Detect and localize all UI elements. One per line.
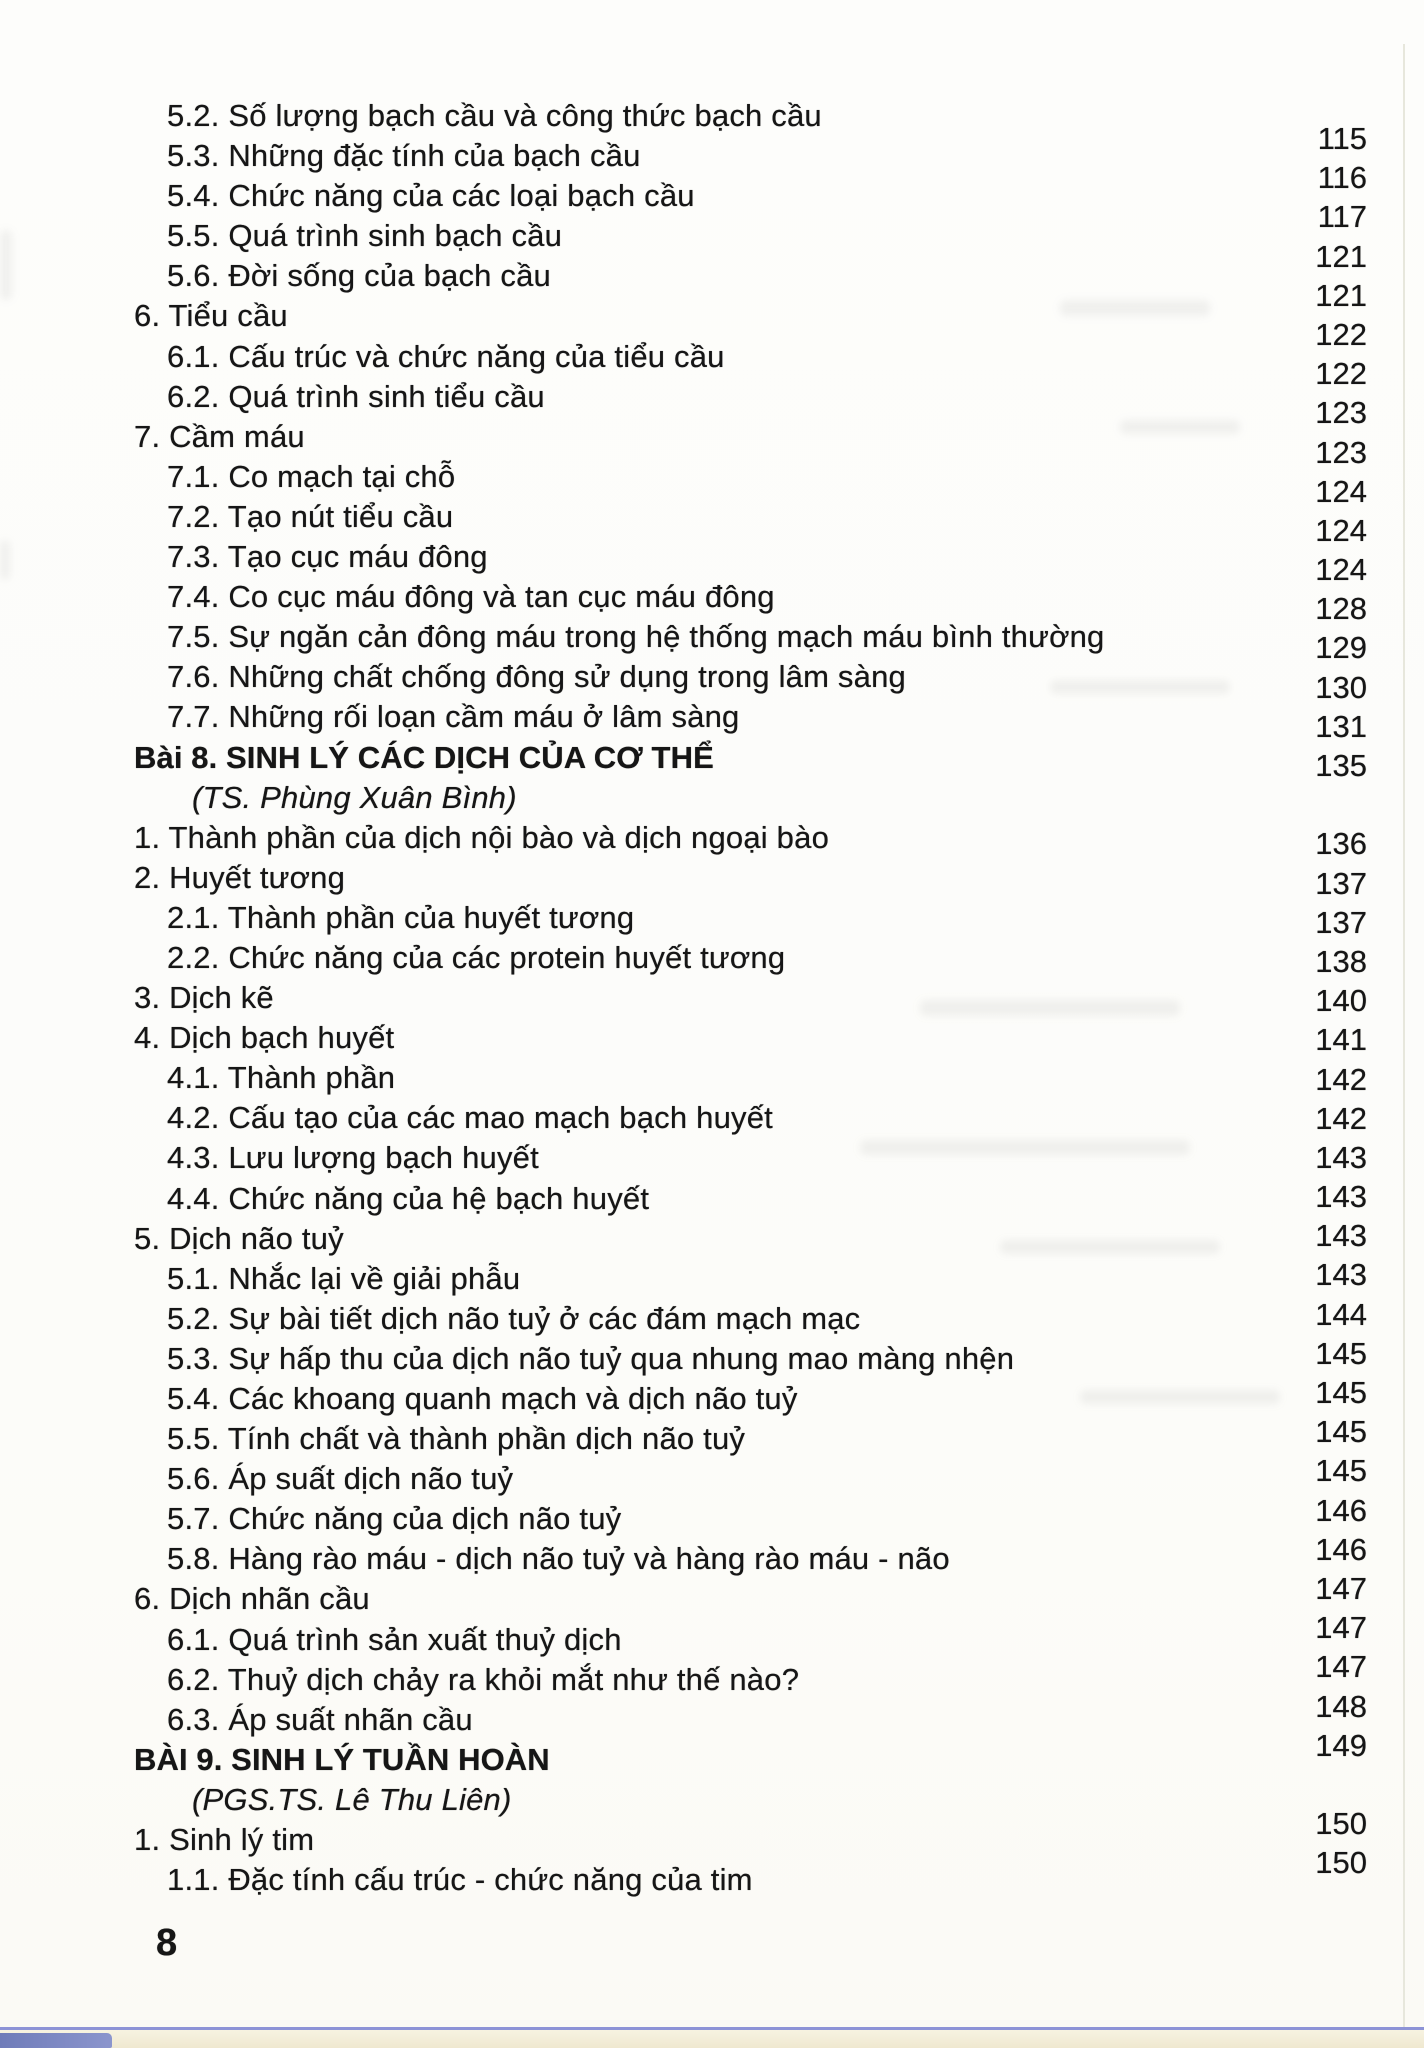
toc-entry-title: 7.2. Tạo nút tiểu cầu — [167, 498, 454, 534]
page-right-edge-line — [1403, 44, 1405, 2029]
toc-entry-title: 4.2. Cấu tạo của các mao mạch bạch huyết — [167, 1100, 773, 1136]
toc-entry-title: 3. Dịch kẽ — [134, 980, 274, 1016]
toc-entry-title: 2.1. Thành phần của huyết tương — [167, 899, 635, 935]
toc-entry-page-number-empty — [1285, 1765, 1367, 1804]
toc-entry-title: 6. Dịch nhãn cầu — [134, 1581, 370, 1617]
toc-entry-page-number: 145 — [1315, 1453, 1367, 1489]
toc-entry-page-number: 138 — [1315, 943, 1367, 979]
toc-entry-page-number: 128 — [1315, 591, 1367, 627]
toc-entry-page-number: 124 — [1315, 473, 1367, 509]
toc-entry-title: 5.5. Tính chất và thành phần dịch não tuỷ — [167, 1421, 746, 1457]
toc-entry-page-number: 145 — [1315, 1414, 1367, 1450]
toc-entry-title: 6. Tiểu cầu — [134, 298, 288, 334]
bleed-through-smudge — [0, 540, 10, 580]
toc-entry-page-number: 116 — [1317, 160, 1367, 196]
toc-entry-title: 5.3. Những đặc tính của bạch cầu — [167, 138, 641, 174]
toc-entry-title: 4.3. Lưu lượng bạch huyết — [167, 1140, 539, 1176]
toc-entry-page-number: 147 — [1315, 1610, 1367, 1646]
toc-entry-title: 6.2. Thuỷ dịch chảy ra khỏi mắt như thế nào? — [167, 1661, 800, 1697]
toc-entry-title: 1.1. Đặc tính cấu trúc - chức năng của tim — [167, 1862, 753, 1898]
toc-entry-title: 2. Huyết tương — [134, 859, 346, 895]
toc-entry-page-number: 137 — [1315, 865, 1367, 901]
toc-entry-page-number: 122 — [1315, 356, 1367, 392]
toc-entry-title: Bài 8. SINH LÝ CÁC DỊCH CỦA CƠ THỂ — [134, 739, 714, 775]
toc-entry-title: 4.1. Thành phần — [167, 1060, 396, 1096]
toc-entry-title: 2.2. Chức năng của các protein huyết tương — [167, 939, 786, 975]
toc-entry-page-number: 149 — [1315, 1727, 1367, 1763]
toc-entry-page-number: 150 — [1315, 1845, 1367, 1881]
toc-entry-title: 6.3. Áp suất nhãn cầu — [167, 1701, 473, 1737]
toc-entry-title: 5.1. Nhắc lại về giải phẫu — [167, 1260, 521, 1296]
toc-entry-title: 5.5. Quá trình sinh bạch cầu — [167, 218, 563, 254]
toc-entry-title: 6.1. Cấu trúc và chức năng của tiểu cầu — [167, 338, 725, 374]
toc-entry-page-number: 129 — [1315, 630, 1367, 666]
toc-entry-page-number: 124 — [1315, 552, 1367, 588]
toc-entry-page-number: 150 — [1315, 1806, 1367, 1842]
toc-entry-page-number: 123 — [1315, 434, 1367, 470]
toc-entry-title: 7.5. Sự ngăn cản đông máu trong hệ thống mạch máu bình thường — [167, 619, 1105, 655]
toc-entry-page-number: 122 — [1315, 316, 1367, 352]
toc-entry-page-number: 121 — [1315, 238, 1367, 274]
toc-entry-title: 7.7. Những rối loạn cầm máu ở lâm sàng — [167, 699, 740, 735]
toc-entry-page-number: 121 — [1315, 277, 1367, 313]
toc-entry-title: 7.1. Co mạch tại chỗ — [167, 458, 456, 494]
toc-entry-title: 6.2. Quá trình sinh tiểu cầu — [167, 378, 545, 414]
scan-corner-mark — [0, 2033, 112, 2048]
toc-entry-title: 6.1. Quá trình sản xuất thuỷ dịch — [167, 1621, 622, 1657]
toc-entry-page-number: 143 — [1315, 1218, 1367, 1254]
bleed-through-smudge — [0, 230, 12, 300]
toc-entry-page-number: 147 — [1315, 1649, 1367, 1685]
toc-entry-page-number: 146 — [1315, 1492, 1367, 1528]
toc-entry-title: (PGS.TS. Lê Thu Liên) — [192, 1781, 512, 1817]
toc-entry-page-number-empty — [1285, 785, 1367, 824]
toc-entry-page-number: 131 — [1315, 708, 1367, 744]
toc-entry-title: 7.6. Những chất chống đông sử dụng trong lâm sàng — [167, 659, 906, 695]
toc-entry-page-number: 140 — [1315, 983, 1367, 1019]
toc-entry-title: 5.3. Sự hấp thu của dịch não tuỷ qua nhung mao màng nhện — [167, 1340, 1015, 1376]
footer-page-number: 8 — [156, 1922, 178, 1964]
toc-entry-page-number: 142 — [1315, 1100, 1367, 1136]
toc-entry-title: 4.4. Chức năng của hệ bạch huyết — [167, 1180, 650, 1216]
toc-entry-page-number: 145 — [1315, 1375, 1367, 1410]
toc-entry-page-number: 145 — [1315, 1335, 1367, 1371]
toc-entry-page-number: 148 — [1315, 1688, 1367, 1724]
toc-entry-title: 5.6. Áp suất dịch não tuỷ — [167, 1461, 514, 1497]
toc-entry-title: 5.2. Sự bài tiết dịch não tuỷ ở các đám mạch mạc — [167, 1300, 861, 1336]
toc-entry-title: 1. Thành phần của dịch nội bào và dịch ngoại bào — [134, 819, 830, 855]
toc-entry-page-number: 143 — [1315, 1179, 1367, 1215]
toc-page-number-column — [1285, 119, 1367, 1882]
toc-entry-page-number: 137 — [1315, 904, 1367, 940]
toc-entry-title: 7.4. Co cục máu đông và tan cục máu đông — [167, 579, 775, 615]
toc-entry-page-number: 115 — [1317, 121, 1367, 156]
toc-entry-title: 5.4. Chức năng của các loại bạch cầu — [167, 178, 695, 214]
toc-title-column — [134, 96, 1224, 1900]
toc-entry-title: 1. Sinh lý tim — [134, 1822, 315, 1858]
toc-entry-title: 7.3. Tạo cục máu đông — [167, 539, 488, 575]
toc-entry-title: (TS. Phùng Xuân Bình) — [192, 779, 517, 815]
toc-entry-page-number: 143 — [1315, 1257, 1367, 1293]
toc-entry-page-number: 124 — [1315, 512, 1367, 548]
toc-entry-page-number: 143 — [1315, 1139, 1367, 1175]
toc-entry-page-number: 117 — [1317, 199, 1367, 235]
toc-entry-page-number: 130 — [1315, 669, 1367, 705]
toc-entry-title: 5.8. Hàng rào máu - dịch não tuỷ và hàng rào máu - não — [167, 1541, 950, 1577]
toc-entry-page-number: 144 — [1315, 1296, 1367, 1332]
toc-entry-page-number: 141 — [1315, 1022, 1367, 1058]
toc-entry-page-number: 142 — [1315, 1061, 1367, 1097]
toc-entry-title: 5.7. Chức năng của dịch não tuỷ — [167, 1501, 622, 1537]
toc-entry-page-number: 123 — [1315, 395, 1367, 431]
toc-entry-page-number: 147 — [1315, 1570, 1367, 1606]
toc-entry-title: BÀI 9. SINH LÝ TUẦN HOÀN — [134, 1741, 550, 1777]
toc-entry-page-number: 135 — [1315, 748, 1367, 783]
toc-entry-title: 5.2. Số lượng bạch cầu và công thức bạch cầu — [167, 98, 822, 133]
toc-entry-title: 5.6. Đời sống của bạch cầu — [167, 258, 551, 294]
scan-bottom-strip — [0, 2030, 1424, 2048]
toc-entry-title: 7. Cầm máu — [134, 418, 305, 454]
toc-entry-title: 5. Dịch não tuỷ — [134, 1220, 344, 1256]
toc-entry-page-number: 136 — [1315, 826, 1367, 862]
toc-entry-title: 4. Dịch bạch huyết — [134, 1020, 395, 1056]
toc-entry-title: 5.4. Các khoang quanh mạch và dịch não tuỷ — [167, 1381, 798, 1416]
toc-entry-page-number: 146 — [1315, 1531, 1367, 1567]
